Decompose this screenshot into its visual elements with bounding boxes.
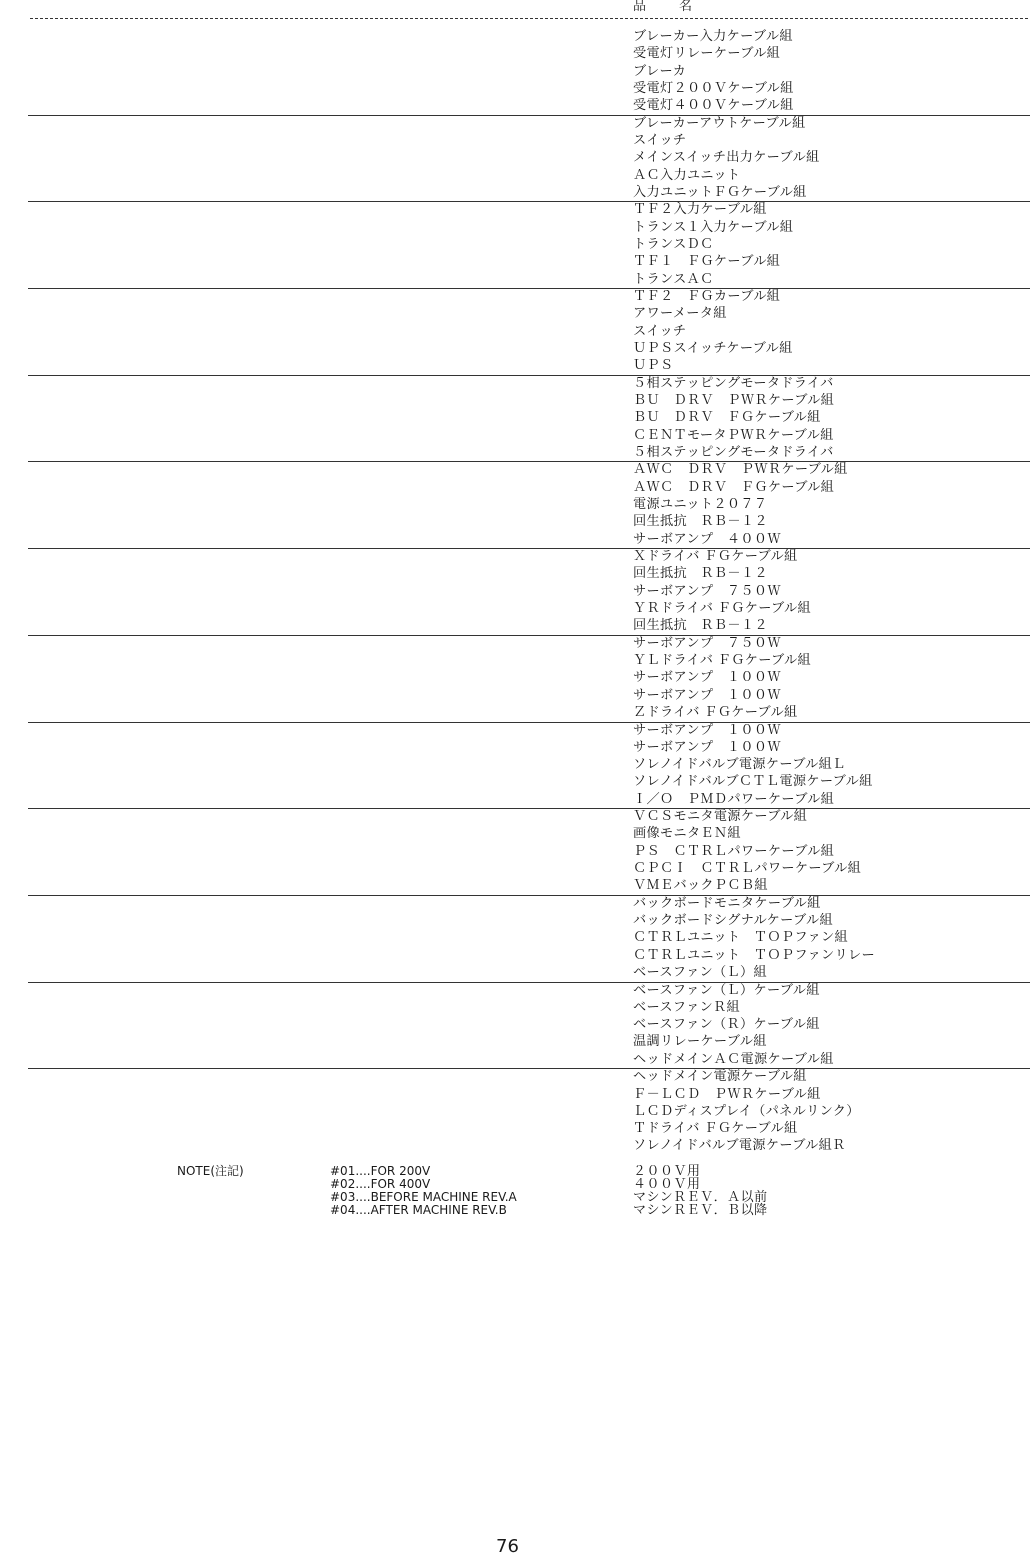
part-name: サーボアンプ ４００Ｗ bbox=[633, 531, 781, 547]
part-name: Ｉ／Ｏ ＰＭＤパワーケーブル組 bbox=[633, 791, 835, 807]
part-name: 受電灯４００Ｖケーブル組 bbox=[633, 98, 794, 114]
part-name: ＵＰＳ bbox=[633, 358, 674, 374]
parts-group bbox=[0, 982, 1030, 1069]
part-name: 電源ユニット２０７７ bbox=[633, 497, 768, 513]
part-name: サーボアンプ １００Ｗ bbox=[633, 739, 781, 755]
part-name: ＴＦ２入力ケーブル組 bbox=[633, 202, 767, 218]
parts-group bbox=[0, 288, 1030, 375]
part-name: ＶＣＳモニタ電源ケーブル組 bbox=[633, 809, 808, 825]
part-name: ベースファン（Ｌ）組 bbox=[633, 965, 767, 981]
part-name: ソレノイドバルブ電源ケーブル組Ｒ bbox=[633, 1138, 846, 1154]
parts-group bbox=[0, 461, 1030, 548]
note-code: #03....BEFORE MACHINE REV.A bbox=[330, 1190, 517, 1204]
header-divider bbox=[30, 18, 1028, 19]
part-name: メインスイッチ出力ケーブル組 bbox=[633, 150, 820, 166]
part-name: トランスＤＣ bbox=[633, 236, 714, 252]
part-name: 温調リレーケーブル組 bbox=[633, 1034, 767, 1050]
part-name: 入力ユニットＦＧケーブル組 bbox=[633, 184, 807, 200]
parts-group bbox=[0, 548, 1030, 635]
part-name: トランスＡＣ bbox=[633, 271, 714, 287]
part-name: ベースファンＲ組 bbox=[633, 999, 740, 1015]
part-name: Ｆ－ＬＣＤ ＰＷＲケーブル組 bbox=[633, 1086, 821, 1102]
note-meaning: ４００Ｖ用 bbox=[633, 1177, 701, 1192]
parts-group bbox=[0, 201, 1030, 288]
part-name: ブレーカーアウトケーブル組 bbox=[633, 115, 806, 131]
part-name: サーボアンプ １００Ｗ bbox=[633, 670, 781, 686]
part-name: 受電灯リレーケーブル組 bbox=[633, 46, 781, 62]
part-name: サーボアンプ ７５０Ｗ bbox=[633, 583, 781, 599]
parts-group bbox=[0, 28, 1030, 115]
part-name: サーボアンプ １００Ｗ bbox=[633, 687, 781, 703]
part-name: ブレーカ bbox=[633, 63, 687, 79]
part-name: 受電灯２００Ｖケーブル組 bbox=[633, 80, 794, 96]
part-name: ＡＷＣ ＤＲＶ ＦＧケーブル組 bbox=[633, 479, 835, 495]
note-label: NOTE(注記) bbox=[177, 1164, 244, 1178]
part-name: ブレーカー入力ケーブル組 bbox=[633, 29, 793, 44]
part-name: 回生抵抗 ＲＢ－１２ bbox=[633, 566, 768, 582]
parts-group bbox=[0, 808, 1030, 895]
part-name: ヘッドメインＡＣ電源ケーブル組 bbox=[633, 1051, 834, 1067]
part-name: ＶＭＥバックＰＣＢ組 bbox=[633, 878, 768, 894]
part-name: 回生抵抗 ＲＢ－１２ bbox=[633, 618, 768, 634]
part-name: ベースファン（Ｌ）ケーブル組 bbox=[633, 982, 820, 998]
part-name: ヘッドメイン電源ケーブル組 bbox=[633, 1069, 807, 1085]
note-meanings bbox=[633, 1165, 768, 1217]
note-meaning: ２００Ｖ用 bbox=[633, 1164, 701, 1179]
page-number: 76 bbox=[496, 1536, 519, 1557]
note-code: #04....AFTER MACHINE REV.B bbox=[330, 1203, 507, 1217]
note-code: #01....FOR 200V bbox=[330, 1164, 431, 1178]
part-name: ＣＴＲＬユニット ＴＯＰファンリレー bbox=[633, 947, 875, 963]
parts-group bbox=[0, 722, 1030, 809]
part-name: ＢＵ ＤＲＶ ＦＧケーブル組 bbox=[633, 410, 821, 426]
parts-list bbox=[0, 28, 1030, 1155]
part-name: 回生抵抗 ＲＢ－１２ bbox=[633, 514, 768, 530]
part-name: 画像モニタＥＮ組 bbox=[633, 826, 741, 842]
part-name: スイッチ bbox=[633, 132, 687, 148]
note-code: #02....FOR 400V bbox=[330, 1177, 431, 1191]
part-name: ５相ステッピングモータドライバ bbox=[633, 444, 834, 460]
part-name: ＴＦ１ ＦＧケーブル組 bbox=[633, 254, 781, 270]
parts-group bbox=[0, 635, 1030, 722]
column-header-part-name: 品 名 bbox=[633, 0, 703, 14]
parts-group bbox=[0, 895, 1030, 982]
part-name: ５相ステッピングモータドライバ bbox=[633, 375, 834, 391]
part-name: サーボアンプ １００Ｗ bbox=[633, 722, 781, 738]
part-name: ＣＥＮＴモータＰＷＲケーブル組 bbox=[633, 427, 834, 443]
parts-group bbox=[0, 375, 1030, 462]
part-name: バックボードシグナルケーブル組 bbox=[633, 913, 833, 929]
part-name: アワーメータ組 bbox=[633, 306, 727, 322]
part-name: Ｚドライバ ＦＧケーブル組 bbox=[633, 705, 798, 720]
part-name: ＣＴＲＬユニット ＴＯＰファン組 bbox=[633, 930, 849, 946]
part-name: ＹＲドライバ ＦＧケーブル組 bbox=[633, 601, 811, 617]
part-name: バックボードモニタケーブル組 bbox=[633, 895, 821, 911]
part-name: ＵＰＳスイッチケーブル組 bbox=[633, 340, 793, 356]
part-name: ＡＷＣ ＤＲＶ ＰＷＲケーブル組 bbox=[633, 462, 848, 478]
part-name: ＢＵ ＤＲＶ ＰＷＲケーブル組 bbox=[633, 393, 835, 409]
part-name: ソレノイドバルブ電源ケーブル組Ｌ bbox=[633, 757, 846, 773]
part-name: ＰＳ ＣＴＲＬパワーケーブル組 bbox=[633, 843, 835, 859]
part-name: Ｔドライバ ＦＧケーブル組 bbox=[633, 1121, 798, 1137]
part-name: スイッチ bbox=[633, 323, 687, 339]
part-name: ＴＦ２ ＦＧカーブル組 bbox=[633, 289, 781, 305]
note-meaning: マシンＲＥＶ．Ａ以前 bbox=[633, 1190, 768, 1205]
note-codes bbox=[330, 1165, 517, 1217]
part-name: ソレノイドバルブＣＴＬ電源ケーブル組 bbox=[633, 774, 873, 790]
note-meaning: マシンＲＥＶ．Ｂ以降 bbox=[633, 1203, 768, 1218]
part-name: Ｘドライバ ＦＧケーブル組 bbox=[633, 549, 798, 565]
part-name: ＹＬドライバ ＦＧケーブル組 bbox=[633, 653, 811, 669]
parts-group bbox=[0, 115, 1030, 202]
part-name: トランス１入力ケーブル組 bbox=[633, 219, 794, 235]
parts-group bbox=[0, 1068, 1030, 1155]
part-name: ＬＣＤディスプレイ（パネルリンク） bbox=[633, 1103, 860, 1119]
part-name: サーボアンプ ７５０Ｗ bbox=[633, 635, 781, 651]
part-name: ＡＣ入力ユニット bbox=[633, 167, 741, 183]
part-name: ベースファン（Ｒ）ケーブル組 bbox=[633, 1017, 820, 1033]
part-name: ＣＰＣＩ ＣＴＲＬパワーケーブル組 bbox=[633, 861, 862, 877]
